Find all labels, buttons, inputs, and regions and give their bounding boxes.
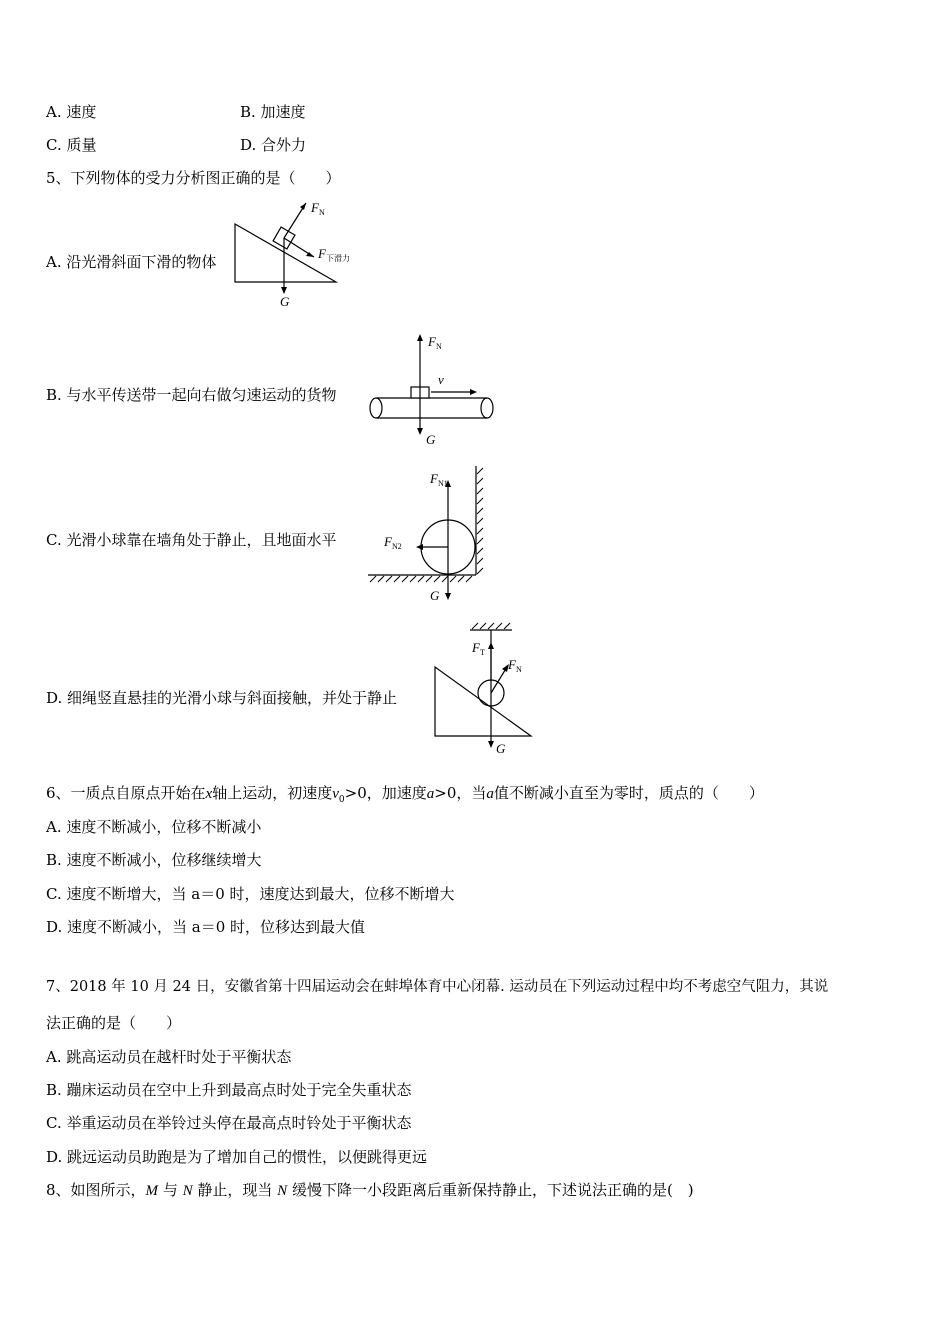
- svg-text:G: G: [426, 432, 436, 447]
- q7-option-a: A. 跳高运动员在越杆时处于平衡状态: [46, 1048, 292, 1066]
- q5-figure-c: [356, 462, 496, 604]
- q4-option-b: B. 加速度: [240, 103, 306, 121]
- q4-option-c: C. 质量: [46, 136, 97, 154]
- q6-option-c: C. 速度不断增大，当 a＝0 时，速度达到最大，位移不断增大: [46, 885, 455, 903]
- incline-d: [435, 667, 531, 736]
- q5-figure-a: [228, 195, 368, 315]
- q6-option-d: D. 速度不断减小，当 a＝0 时，位移达到最大值: [46, 918, 366, 936]
- q6-option-a: A. 速度不断减小，位移不断减小: [46, 818, 262, 836]
- q5-option-a: A. 沿光滑斜面下滑的物体: [46, 253, 217, 271]
- q7-option-b: B. 蹦床运动员在空中上升到最高点时处于完全失重状态: [46, 1081, 412, 1099]
- svg-text:G: G: [496, 741, 506, 756]
- q5-figure-b: [362, 330, 502, 450]
- q7-stem-line1: 7、2018 年 10 月 24 日，安徽省第十四届运动会在蚌埠体育中心闭幕. 运动员在下列运动过程中均不考虑空气阻力，其说: [46, 979, 829, 995]
- q5-figure-d: [430, 620, 540, 760]
- svg-text:FN: $F_N$: [428, 334, 442, 351]
- q7-option-c: C. 举重运动员在举铃过头停在最高点时铃处于平衡状态: [46, 1114, 412, 1132]
- svg-text:FN: $F_N$: [508, 657, 522, 674]
- roller-right: [481, 398, 493, 418]
- q4-option-a: A. 速度: [46, 103, 97, 121]
- q5-option-d: D. 细绳竖直悬挂的光滑小球与斜面接触，并处于静止: [46, 689, 398, 707]
- svg-text:FN2: $F_{N2}$: [384, 534, 402, 551]
- q7-stem-line2: 法正确的是（ ）: [46, 1014, 182, 1032]
- svg-text:FN: $F_N$: [311, 200, 325, 217]
- q6-option-b: B. 速度不断减小，位移继续增大: [46, 851, 262, 869]
- q8-stem: 8、如图所示，M 与 N 静止，现当 N 缓慢下降一小段距离后重新保持静止，下述说法正确的是( ): [46, 1181, 694, 1199]
- q4-option-d: D. 合外力: [240, 136, 307, 154]
- q5-option-b: B. 与水平传送带一起向右做匀速运动的货物: [46, 386, 337, 404]
- q5-stem: 5、下列物体的受力分析图正确的是（ ）: [46, 169, 341, 187]
- svg-text:G: G: [280, 294, 290, 309]
- q6-stem: 6、一质点自原点开始在x轴上运动，初速度$v_0>0$，加速度a>0，当a值不断减小直至为零时，质点的（ ）: [46, 784, 764, 805]
- roller-left: [370, 398, 382, 418]
- svg-text:F下滑力: $F_{下滑力}$: [318, 246, 350, 263]
- svg-text:FN1: $F_{N1}$: [430, 471, 448, 488]
- q5-option-c: C. 光滑小球靠在墙角处于静止，且地面水平: [46, 531, 337, 549]
- svg-text:v: v: [438, 372, 444, 387]
- svg-text:G: G: [430, 588, 440, 603]
- q7-option-d: D. 跳远运动员助跑是为了增加自己的惯性，以便跳得更远: [46, 1148, 428, 1166]
- svg-text:FT: $F_T$: [472, 640, 485, 657]
